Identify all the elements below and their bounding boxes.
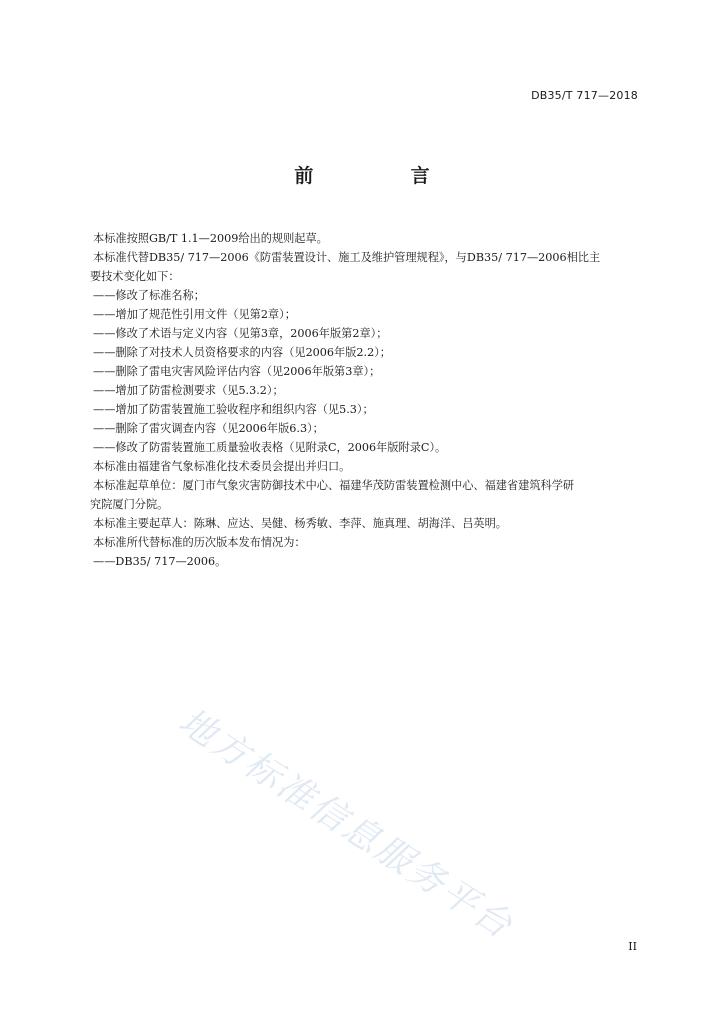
list-item: ——删除了雷灾调查内容（见2006年版6.3）； xyxy=(93,422,324,435)
paragraph-previous-editions: 本标准所代替标准的历次版本发布情况为： xyxy=(93,536,306,549)
paragraph-drafting-units: 本标准起草单位：厦门市气象灾害防御技术中心、福建华茂防雷装置检测中心、福建省建筑科学研 xyxy=(93,479,575,492)
paragraph-drafting-rule: 本标准按照GB/T 1.1—2009给出的规则起草。 xyxy=(93,232,328,245)
list-item: ——DB35/ 717—2006。 xyxy=(93,555,227,568)
foreword-body xyxy=(90,229,639,571)
list-item: ——删除了雷电灾害风险评估内容（见2006年版第3章）； xyxy=(93,365,381,378)
document-code: DB35/T 717—2018 xyxy=(531,89,638,102)
list-item: ——增加了防雷检测要求（见5.3.2）； xyxy=(93,384,284,397)
page-title: 前 言 xyxy=(294,165,458,187)
paragraph-drafting-units-continued: 究院厦门分院。 xyxy=(90,498,169,511)
paragraph-replacement: 本标准代替DB35/ 717—2006《防雷装置设计、施工及维护管理规程》，与DB35/ 717—2006相比主 xyxy=(93,251,601,264)
list-item: ——删除了对技术人员资格要求的内容（见2006年版2.2）； xyxy=(93,346,391,359)
list-item: ——增加了防雷装置施工验收程序和组织内容（见5.3）； xyxy=(93,403,374,416)
paragraph-proposer: 本标准由福建省气象标准化技术委员会提出并归口。 xyxy=(93,460,351,473)
list-item: ——修改了术语与定义内容（见第3章，2006年版第2章）； xyxy=(93,327,388,340)
list-item: ——增加了规范性引用文件（见第2章）； xyxy=(93,308,296,321)
list-item: ——修改了防雷装置施工质量验收表格（见附录C，2006年版附录C）。 xyxy=(93,441,447,454)
watermark: 地方标准信息服务平台 xyxy=(171,700,521,948)
paragraph-drafters: 本标准主要起草人：陈琳、应达、吴健、杨秀敏、李萍、施真理、胡海洋、吕英明。 xyxy=(93,517,507,530)
list-item: ——修改了标准名称； xyxy=(93,289,205,302)
paragraph-replacement-continued: 要技术变化如下： xyxy=(90,270,180,283)
page-number: II xyxy=(628,940,637,953)
